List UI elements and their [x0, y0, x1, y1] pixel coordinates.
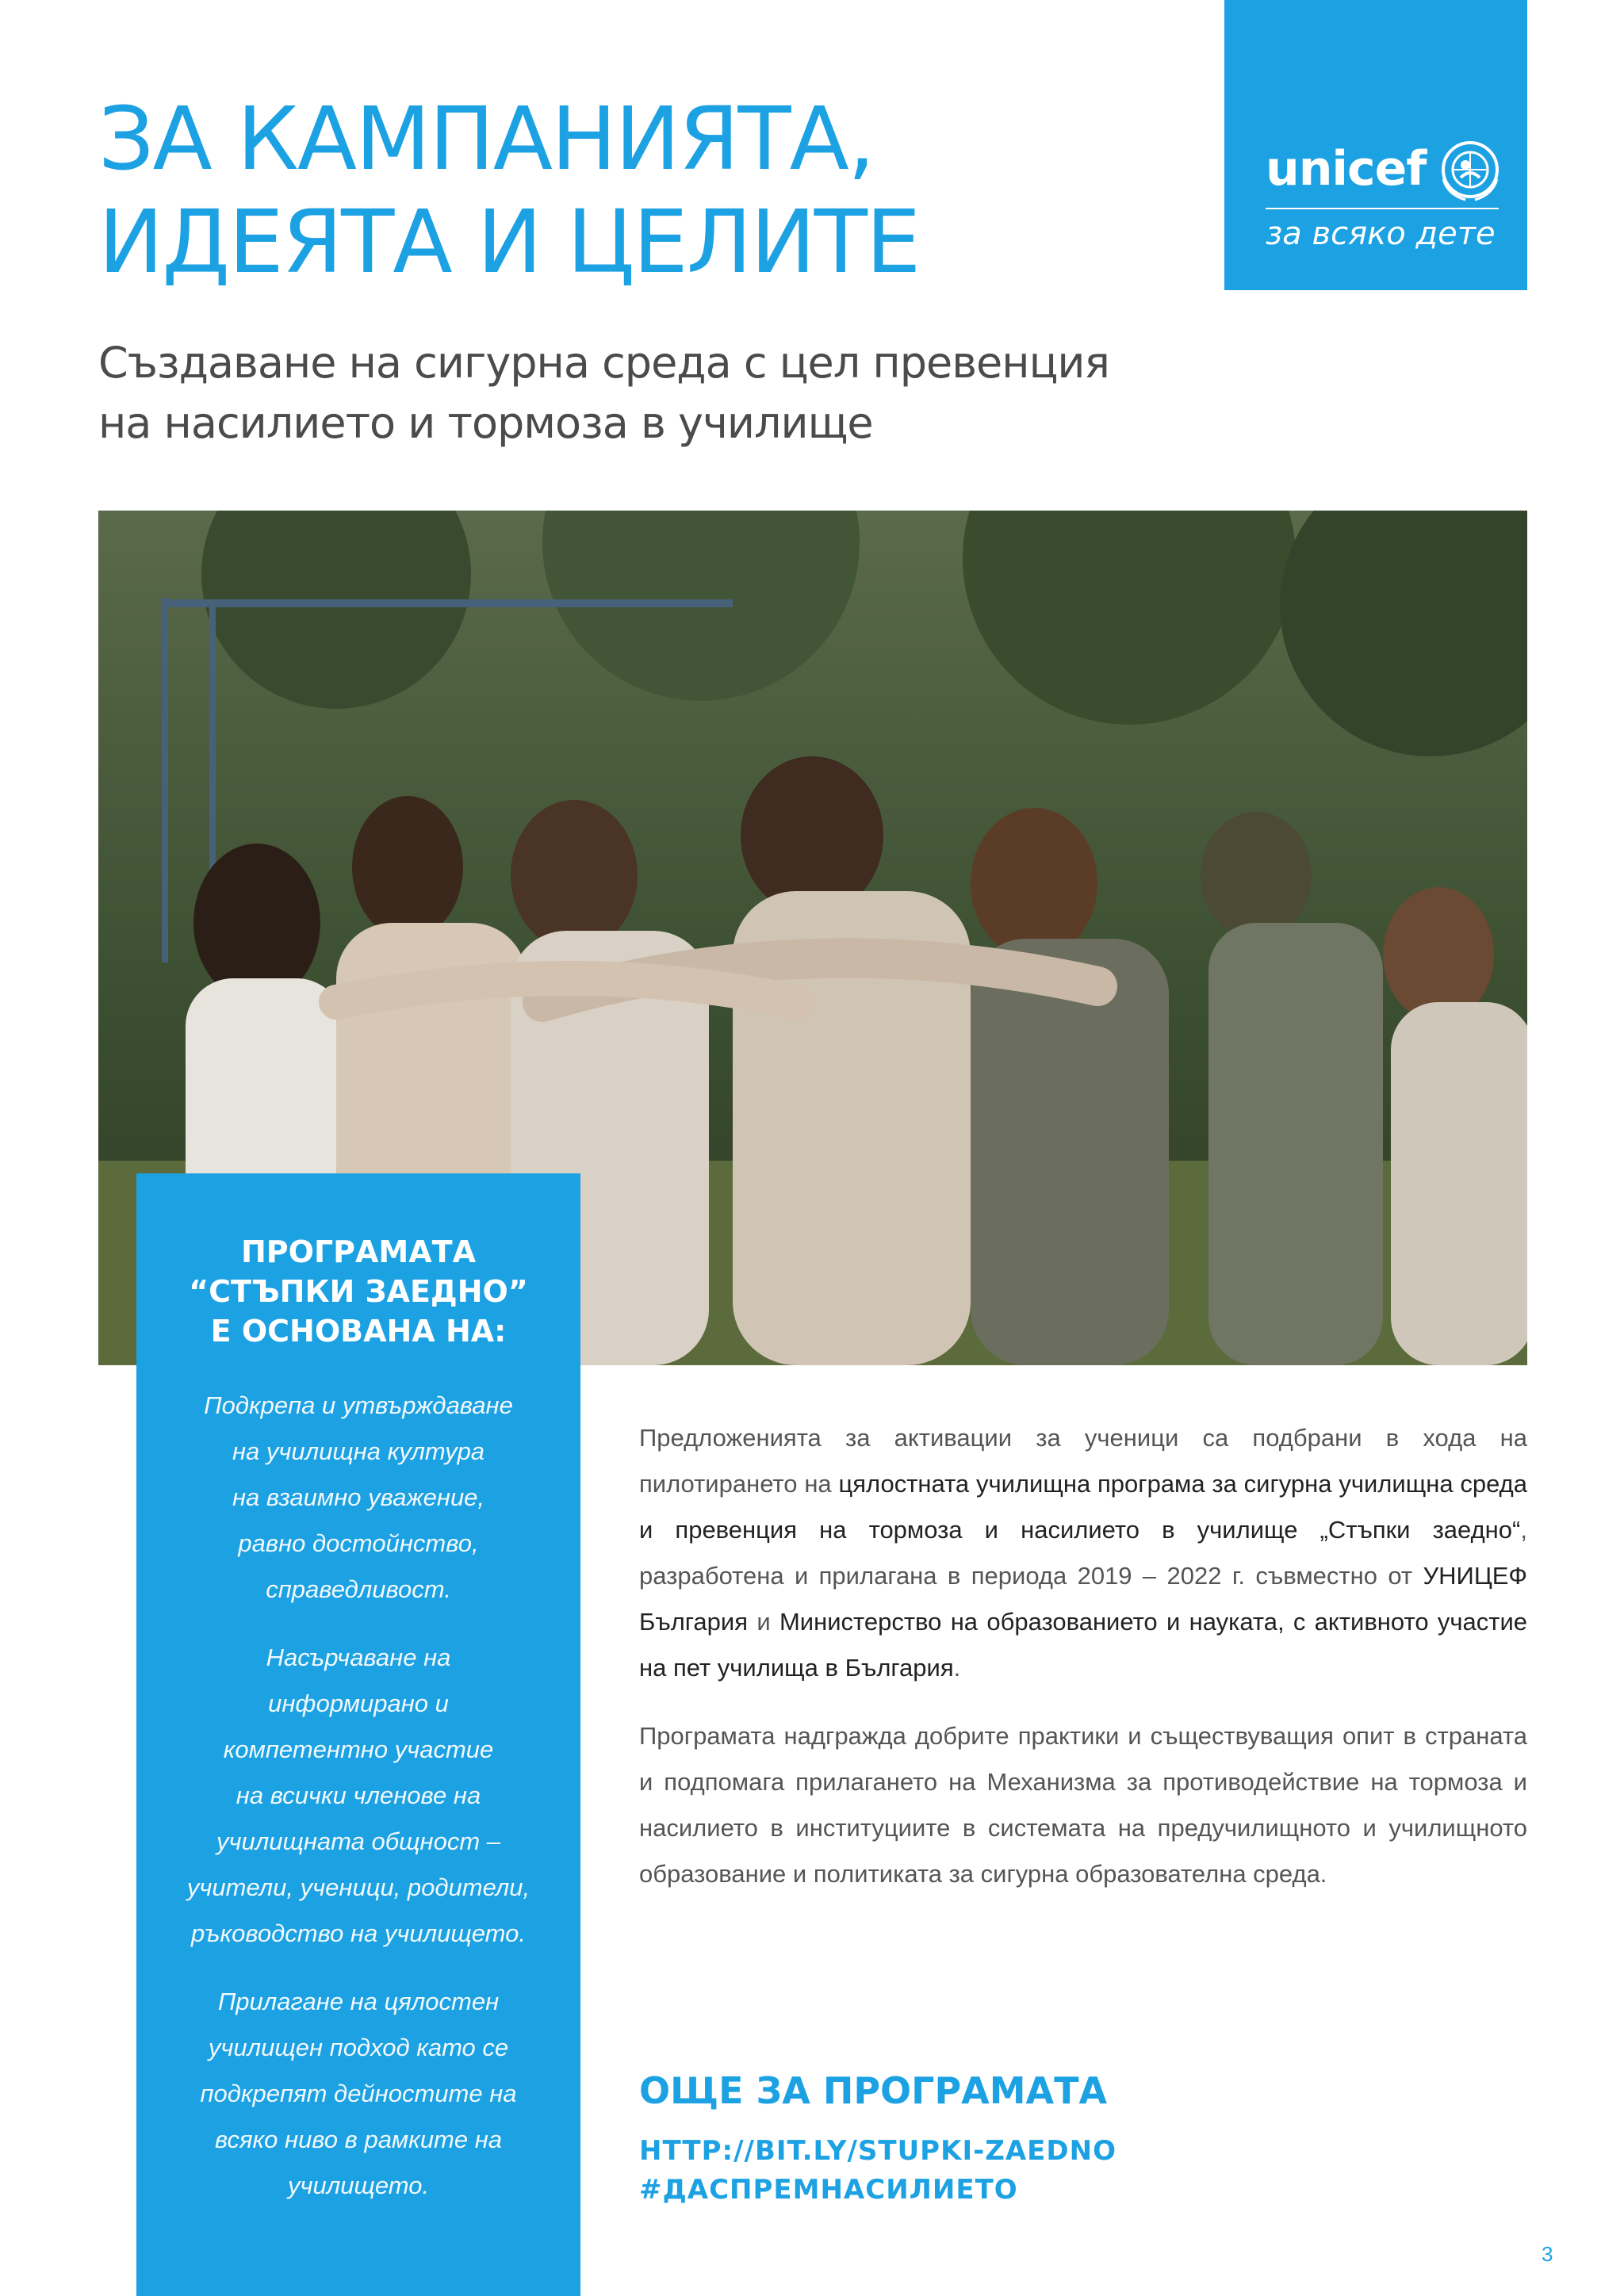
- program-principles-box: [136, 1173, 580, 2296]
- principle-line: училищната общност –: [216, 1827, 501, 1855]
- body-text-span: и: [748, 1608, 779, 1636]
- unicef-logo: [1224, 0, 1527, 290]
- principle-line: всяко ниво в рамките на: [214, 2126, 503, 2153]
- body-paragraph-2: Програмата надгражда добрите практики и съществуващия опит в страната и подпомага прилагането на Механизма за противодействие на тормоза и насилието в институциите в системата на предучилищното и училищното образование и политиката за сигурна образователна среда.: [639, 1722, 1527, 1888]
- principle-line: училището.: [287, 2172, 430, 2199]
- principle-line: на училищна култура: [232, 1437, 485, 1465]
- page-title: [98, 87, 919, 293]
- page-subtitle: [98, 333, 1109, 453]
- box-heading: [152, 1232, 565, 1351]
- program-link[interactable]: HTTP://BIT.LY/STUPKI-ZAEDNO: [639, 2135, 1116, 2167]
- body-text: [639, 1415, 1527, 1919]
- subtitle-line-2: на насилието и тормоза в училище: [98, 398, 873, 448]
- ministry-highlight: Министерство на образованието и науката, с активното участие на пет училища в България: [639, 1608, 1528, 1682]
- page-number: 3: [1542, 2242, 1553, 2266]
- box-heading-line-3: Е ОСНОВАНА НА:: [210, 1314, 507, 1349]
- logo-wordmark: unicef: [1266, 141, 1427, 197]
- box-heading-line-2: “СТЪПКИ ЗАЕДНО”: [189, 1274, 528, 1309]
- principle-respect: [152, 1383, 565, 1613]
- unicef-emblem-icon: [1437, 136, 1503, 203]
- principle-line: Прилагане на цялостен: [217, 1988, 500, 2015]
- principle-line: на взаимно уважение,: [232, 1483, 485, 1511]
- principle-line: информирано и: [268, 1689, 449, 1717]
- body-paragraph-1: [639, 1415, 1527, 1691]
- principle-line: Подкрепа и утвърждаване: [204, 1391, 513, 1419]
- principle-line: Насърчаване на: [266, 1644, 451, 1671]
- principle-line: подкрепят дейностите на: [200, 2080, 517, 2107]
- principle-participation: [152, 1635, 565, 1957]
- principle-line: равно достойнство,: [238, 1529, 479, 1557]
- more-about-program-heading: ОЩЕ ЗА ПРОГРАМАТА: [639, 2069, 1108, 2112]
- logo-tagline: за всяко дете: [1266, 216, 1496, 252]
- principle-line: ръководство на училището.: [191, 1919, 526, 1947]
- logo-divider: [1266, 208, 1499, 209]
- principle-line: учители, ученици, родители,: [186, 1873, 530, 1901]
- subtitle-line-1: Създаване на сигурна среда с цел превенция: [98, 338, 1109, 388]
- principle-line: на всички членове на: [236, 1781, 481, 1809]
- body-text-span: .: [953, 1654, 961, 1682]
- box-heading-line-1: ПРОГРАМАТА: [241, 1234, 476, 1269]
- program-name-highlight: цялостната училищна програма за сигурна училищна среда и превенция на тормоза и насилието в училище „Стъпки заедно“: [639, 1470, 1527, 1544]
- principle-line: справедливост.: [266, 1575, 451, 1603]
- principle-line: компетентно участие: [223, 1735, 494, 1763]
- principle-line: училищен подход като се: [208, 2034, 509, 2061]
- unicef-bulgaria-highlight: УНИЦЕФ България: [639, 1562, 1527, 1636]
- title-line-2: ИДЕЯТА И ЦЕЛИТЕ: [98, 191, 920, 293]
- campaign-hashtag[interactable]: #ДАСПРЕМНАСИЛИЕТО: [639, 2174, 1018, 2206]
- body-text-span: , разработена и прилагана в периода 2019 – 2022 г. съвместно от: [639, 1516, 1527, 1590]
- principle-whole-school: [152, 1979, 565, 2209]
- title-line-1: ЗА КАМПАНИЯТА,: [98, 88, 874, 189]
- body-text-span: Предложенията за активации за ученици са подбрани в хода на пилотирането на: [639, 1424, 1527, 1498]
